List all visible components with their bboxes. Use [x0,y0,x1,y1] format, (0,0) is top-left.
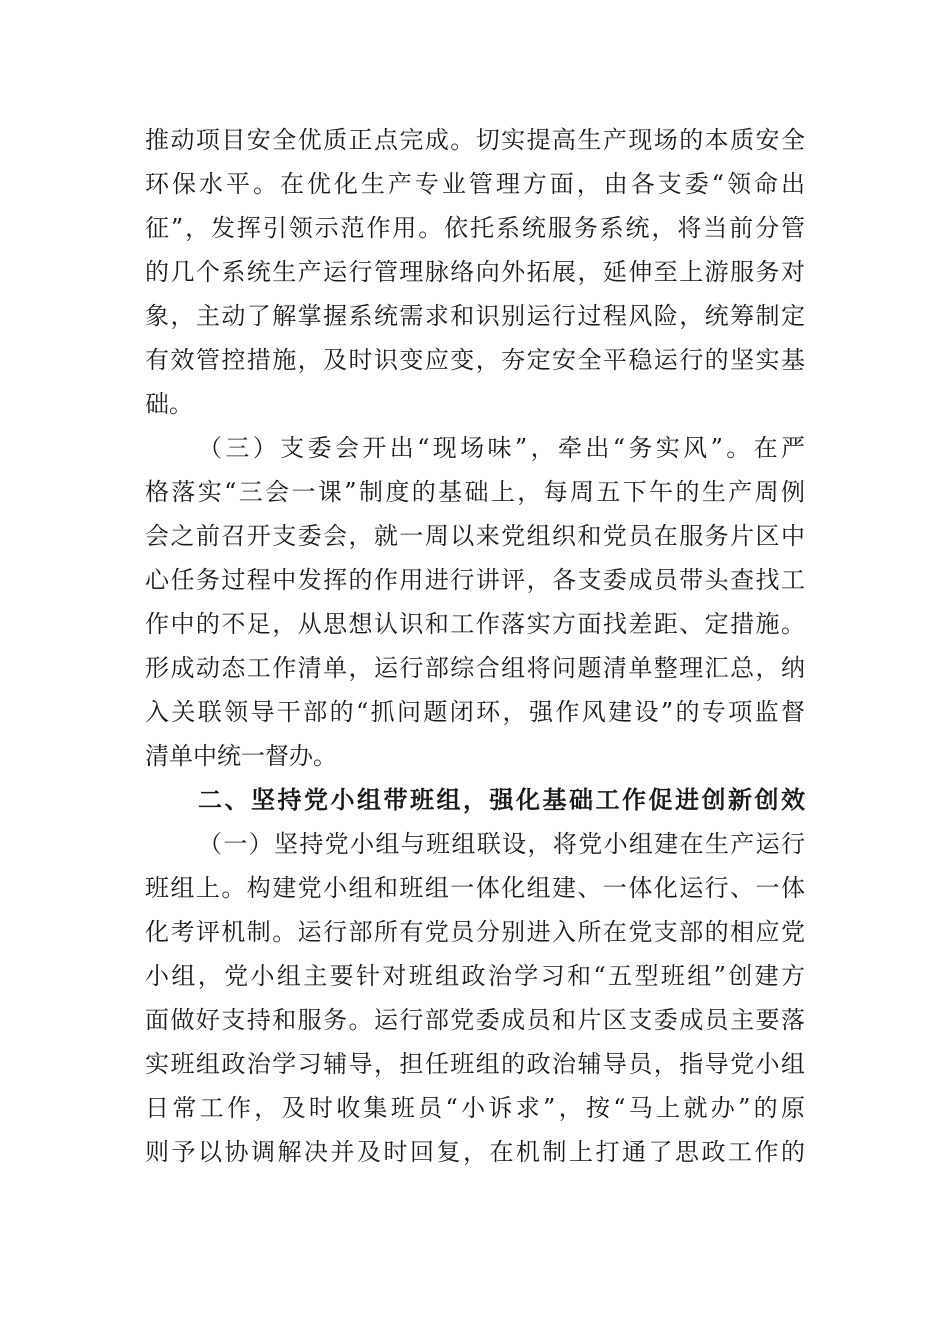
body-line: 心任务过程中发挥的作用进行讲评，各支委成员带头查找工 [145,566,805,594]
body-line: 小组，党小组主要针对班组政治学习和“五型班组”创建方 [145,962,805,990]
body-line: 会之前召开支委会，就一周以来党组织和党员在服务片区中 [145,522,805,550]
body-line: 环保水平。在优化生产专业管理方面，由各支委“领命出 [145,170,805,198]
body-line: 础。 [145,390,193,418]
body-line: 实班组政治学习辅导，担任班组的政治辅导员，指导党小组 [145,1050,805,1078]
body-line: 象，主动了解掌握系统需求和识别运行过程风险，统筹制定 [145,302,805,330]
body-line: 清单中统一督办。 [145,742,337,770]
body-line: 的几个系统生产运行管理脉络向外拓展，延伸至上游服务对 [145,258,805,286]
body-line: 形成动态工作清单，运行部综合组将问题清单整理汇总，纳 [145,654,805,682]
body-line: 格落实“三会一课”制度的基础上，每周五下午的生产周例 [145,478,805,506]
body-line: 班组上。构建党小组和班组一体化组建、一体化运行、一体 [145,874,805,902]
subsection-line: （一）坚持党小组与班组联设，将党小组建在生产运行 [198,830,805,858]
body-line: 则予以协调解决并及时回复，在机制上打通了思政工作的 [145,1138,805,1166]
body-line: 推动项目安全优质正点完成。切实提高生产现场的本质安全 [145,126,805,154]
body-line: 入关联领导干部的“抓问题闭环，强作风建设”的专项监督 [145,698,805,726]
body-line: 化考评机制。运行部所有党员分别进入所在党支部的相应党 [145,918,805,946]
section-heading: 二、坚持党小组带班组，强化基础工作促进创新创效 [198,786,805,814]
body-line: 征”，发挥引领示范作用。依托系统服务系统，将当前分管 [145,214,805,242]
body-line: 面做好支持和服务。运行部党委成员和片区支委成员主要落 [145,1006,805,1034]
subsection-line: （三）支委会开出“现场味”，牵出“务实风”。在严 [198,434,805,462]
body-line: 日常工作，及时收集班员“小诉求”，按“马上就办”的原 [145,1094,805,1122]
body-line: 作中的不足，从思想认识和工作落实方面找差距、定措施。 [145,610,805,638]
body-line: 有效管控措施，及时识变应变，夯定安全平稳运行的坚实基 [145,346,805,374]
